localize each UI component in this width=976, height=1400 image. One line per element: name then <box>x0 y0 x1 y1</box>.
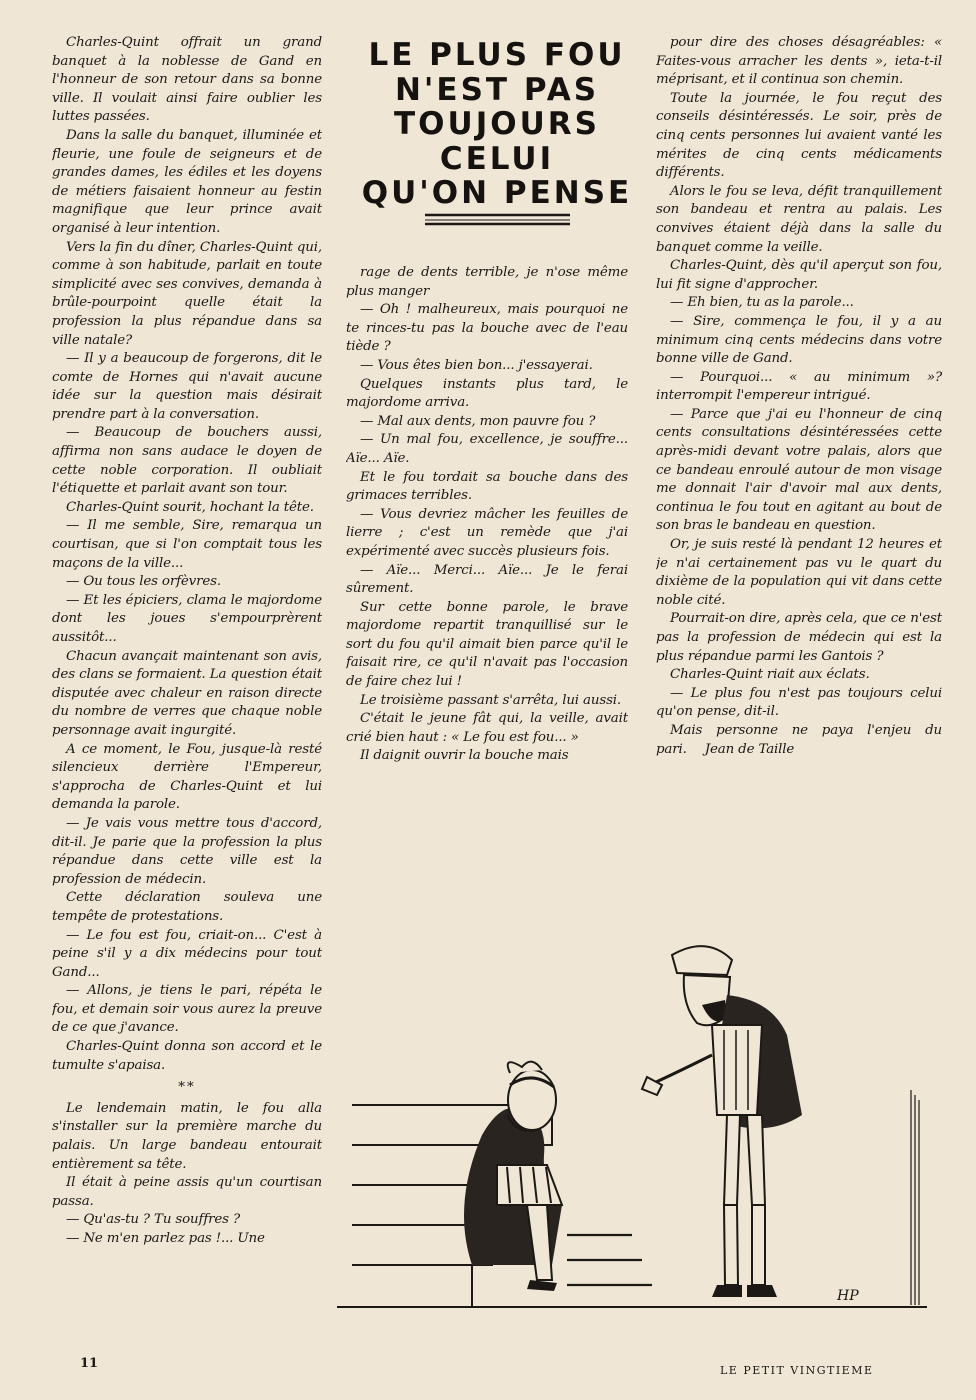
article-paragraph: Mais personne ne paya l'enjeu du pari. Jean de Taille <box>656 722 942 757</box>
article-paragraph: Charles-Quint riait aux éclats. <box>670 667 870 683</box>
article-paragraph: — Je vais vous mettre tous d'accord, dit-il. Je parie que la profession la plus répandue dans cette ville est la profession de médecin. <box>52 815 322 887</box>
article-paragraph: Charles-Quint sourit, hochant la tête. <box>66 499 314 515</box>
article-paragraph: rage de dents terrible, je n'ose même plus manger <box>346 265 628 299</box>
article-paragraph: — Aïe... Merci... Aïe... Je le ferai sûrement. <box>346 562 628 597</box>
article-paragraph: Dans la salle du banquet, illuminée et fleurie, une foule de seigneurs et de grandes dames, les édiles et les doyens de métiers faisaient honneur au festin magnifique que leur prince avait organisé à leur intention. <box>52 127 322 236</box>
artist-signature: HP <box>837 1288 859 1304</box>
title-line: TOUJOURS <box>394 106 600 142</box>
title-line: LE PLUS FOU <box>368 37 626 73</box>
article-paragraph: — Vous devriez mâcher les feuilles de lierre ; c'est un remède que j'ai expérimenté avec succès plusieurs fois. <box>346 506 628 559</box>
article-paragraph: — Allons, je tiens le pari, répéta le fou, et demain soir vous aurez la preuve de ce que j'avance. <box>52 983 322 1036</box>
article-paragraph: — Et les épiciers, clama le majordome dont les joues s'empourprèrent aussitôt... <box>52 592 322 645</box>
article-paragraph: — Le plus fou n'est pas toujours celui qu'on pense, dit-il. <box>656 685 942 720</box>
article-paragraph: — Ou tous les orfèvres. <box>66 574 221 590</box>
title-line: CELUI <box>439 140 555 177</box>
article-paragraph: — Eh bien, tu as la parole... <box>670 295 854 311</box>
article-paragraph: Charles-Quint donna son accord et le tumulte s'apaisa. <box>52 1039 322 1073</box>
title-rule-ornament <box>425 212 570 228</box>
title-line: QU'ON PENSE <box>361 175 633 211</box>
article-paragraph: — Vous êtes bien bon... j'essayerai. <box>360 357 593 373</box>
article-paragraph: — Pourquoi... « au minimum »? interrompit l'empereur intrigué. <box>656 369 942 404</box>
article-column-2 <box>346 264 628 894</box>
article-paragraph: Sur cette bonne parole, le brave majordome repartit tranquillisé sur le sort du fou qu'il aimait bien parce qu'il le faisait rire, ce qu'il n'avait pas l'occasion de faire chez lui ! <box>346 599 628 690</box>
article-paragraph: Le lendemain matin, le fou alla s'installer sur la première marche du palais. Un large bandeau entourait entièrement sa tête. <box>52 1100 322 1172</box>
article-column-1 <box>52 34 322 1352</box>
page-number: 11 <box>80 1356 99 1371</box>
article-paragraph: — Parce que j'ai eu l'honneur de cinq cents consultations désintéressées cette après-midi devant votre palais, alors que ce bandeau enroulé autour de mon visage me donnait l'air d'avoir mal aux dents, continua le fou tout en agitant au bout de son bras le bandeau en question. <box>656 406 942 534</box>
article-paragraph: Charles-Quint offrait un grand banquet à la noblesse de Gand en l'honneur de son retour dans sa bonne ville. Il voulait ainsi faire oublier les luttes passées. <box>52 35 322 125</box>
article-paragraph: A ce moment, le Fou, jusque-là resté silencieux derrière l'Empereur, s'approcha de Charles-Quint et lui demanda la parole. <box>52 741 322 813</box>
article-paragraph: ** <box>178 1080 196 1096</box>
article-paragraph: pour dire des choses désagréables: « Faites-vous arracher les dents », ieta-t-il méprisant, et il continua son chemin. <box>656 35 942 88</box>
publication-name: LE PETIT VINGTIEME <box>720 1364 874 1377</box>
article-paragraph: — Mal aux dents, mon pauvre fou ? <box>360 413 596 429</box>
article-paragraph: — Le fou est fou, criait-on... C'est à peine s'il y a dix médecins pour tout Gand... <box>52 927 322 980</box>
article-paragraph: Charles-Quint, dès qu'il aperçut son fou, lui fit signe d'approcher. <box>656 258 942 292</box>
article-paragraph: — Il y a beaucoup de forgerons, dit le comte de Hornes qui n'avait aucune idée sur la question mais désirait prendre part à la conversation. <box>52 351 322 422</box>
article-paragraph: Alors le fou se leva, défit tranquillement son bandeau et rentra au palais. Les convives étaient déjà dans la salle du banquet comme la veille. <box>656 183 942 255</box>
jester-and-emperor-illustration <box>332 905 947 1345</box>
article-paragraph: Quelques instants plus tard, le majordome arriva. <box>346 376 628 411</box>
article-paragraph: Chacun avançait maintenant son avis, des clans se formaient. La question était disputée avec chaleur en raison directe du nombre de verres que chaque noble personnage avait ingurgité. <box>52 648 322 738</box>
article-paragraph: — Sire, commença le fou, il y a au minimum cinq cents médecins dans votre bonne ville de Gand. <box>656 313 942 367</box>
article-paragraph: — Qu'as-tu ? Tu souffres ? <box>66 1212 241 1228</box>
article-paragraph: — Un mal fou, excellence, je souffre... Aïe... Aïe. <box>346 432 628 466</box>
article-paragraph: Le troisième passant s'arrêta, lui aussi. <box>360 692 622 708</box>
article-paragraph: Et le fou tordait sa bouche dans des grimaces terribles. <box>346 469 628 504</box>
article-author: Jean de Taille <box>704 741 795 757</box>
article-paragraph: — Il me semble, Sire, remarqua un courtisan, que si l'on comptait tous les maçons de la ville... <box>52 518 322 571</box>
article-paragraph: Or, je suis resté là pendant 12 heures et je n'ai certainement pas vu le quart du dixième de la population qui vit dans cette noble cité. <box>656 537 942 608</box>
article-paragraph: Il était à peine assis qu'un courtisan passa. <box>52 1175 322 1209</box>
article-paragraph: C'était le jeune fât qui, la veille, avait crié bien haut : « Le fou est fou... » <box>346 711 628 745</box>
article-paragraph: Il daignit ouvrir la bouche mais <box>360 748 569 764</box>
article-paragraph: Toute la journée, le fou reçut des conseils désintéressés. Le soir, près de cinq cents personnes lui avaient vanté les mérites de cinq cents médicaments différents. <box>656 90 942 181</box>
article-paragraph: — Beaucoup de bouchers aussi, affirma non sans audace le doyen de cette noble corporation. Il oubliait l'étiquette et parlait avant son tour. <box>52 425 322 497</box>
article-title <box>352 38 642 211</box>
title-line: N'EST PAS <box>394 71 600 108</box>
article-paragraph: Cette déclaration souleva une tempête de protestations. <box>52 890 322 924</box>
article-paragraph: Pourrait-on dire, après cela, que ce n'est pas la profession de médecin qui est la plus répandue parmi les Gantois ? <box>656 611 942 664</box>
article-paragraph: Vers la fin du dîner, Charles-Quint qui, comme à son habitude, parlait en toute simplicité avec ses convives, demanda à brûle-pourpoint quelle était la profession la plus répandue dans sa ville natale? <box>52 239 322 348</box>
jester-figure <box>464 1062 562 1291</box>
article-paragraph: — Oh ! malheureux, mais pourquoi ne te rinces-tu pas la bouche avec de l'eau tiède ? <box>346 302 628 355</box>
article-column-3 <box>656 34 942 894</box>
emperor-figure <box>642 946 802 1297</box>
article-paragraph: — Ne m'en parlez pas !... Une <box>66 1231 265 1246</box>
